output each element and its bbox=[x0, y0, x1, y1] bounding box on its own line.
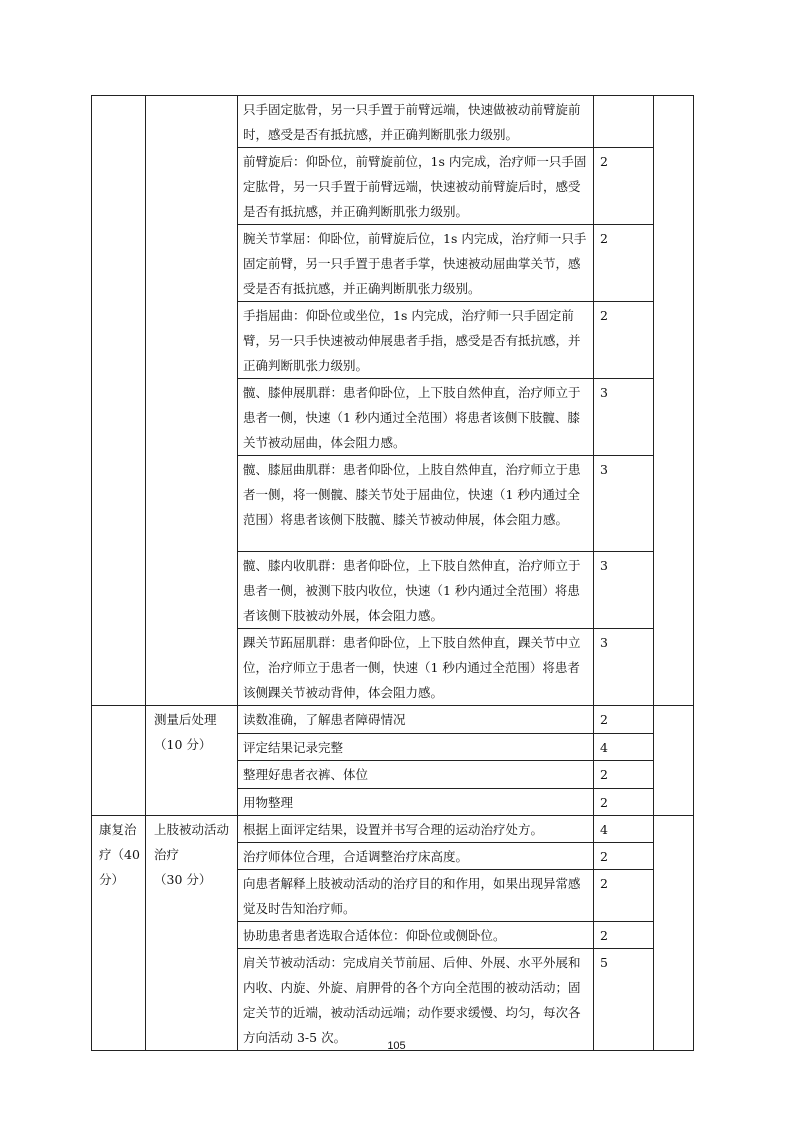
item-cell bbox=[146, 706, 238, 816]
criterion-cell: 只手固定肱骨，另一只手置于前臂远端，快速做被动前臂旋前时，感受是否有抵抗感，并正确判断肌张力级别。 bbox=[238, 96, 594, 148]
criterion-cell: 踝关节跖屈肌群：患者仰卧位，上下肢自然伸直，踝关节中立位，治疗师立于患者一侧，快速（1 秒内通过全范围）将患者该侧踝关节被动背伸，体会阻力感。 bbox=[238, 629, 594, 706]
item-label: 上肢被动活动治疗 bbox=[154, 822, 230, 862]
criterion-cell: 根据上面评定结果，设置并书写合理的运动治疗处方。 bbox=[238, 816, 594, 843]
remark-cell bbox=[654, 96, 694, 706]
item-points: （10 分） bbox=[154, 737, 212, 752]
criterion-cell: 评定结果记录完整 bbox=[238, 734, 594, 761]
criterion-cell: 读数准确，了解患者障碍情况 bbox=[238, 706, 594, 734]
remark-cell bbox=[654, 816, 694, 1051]
table-row bbox=[92, 96, 694, 148]
criterion-cell: 手指屈曲：仰卧位或坐位，1s 内完成，治疗师一只手固定前臂，另一只手快速被动伸展患者手指，感受是否有抵抗感，并正确判断肌张力级别。 bbox=[238, 302, 594, 379]
criterion-cell: 向患者解释上肢被动活动的治疗目的和作用，如果出现异常感觉及时告知治疗师。 bbox=[238, 870, 594, 922]
item-cell bbox=[146, 96, 238, 706]
item-points: （30 分） bbox=[154, 872, 212, 887]
criterion-cell: 整理好患者衣裤、体位 bbox=[238, 761, 594, 789]
item-cell bbox=[146, 816, 238, 1051]
score-cell: 2 bbox=[594, 761, 654, 789]
criterion-cell: 腕关节掌屈：仰卧位，前臂旋后位，1s 内完成，治疗师一只手固定前臂，另一只手置于患者手掌，快速被动屈曲掌关节，感受是否有抵抗感，并正确判断肌张力级别。 bbox=[238, 225, 594, 302]
table-row bbox=[92, 816, 694, 843]
criterion-cell: 肩关节被动活动：完成肩关节前屈、后伸、外展、水平外展和内收、内旋、外旋、肩胛骨的各个方向全范围的被动活动；固定关节的近端，被动活动远端；动作要求缓慢、均匀，每次各方向活动 3-5 次。 bbox=[238, 949, 594, 1051]
criterion-cell: 用物整理 bbox=[238, 789, 594, 816]
criterion-cell: 治疗师体位合理，合适调整治疗床高度。 bbox=[238, 843, 594, 870]
score-cell: 5 bbox=[594, 949, 654, 1051]
score-cell bbox=[594, 96, 654, 148]
score-cell: 3 bbox=[594, 456, 654, 552]
category-cell: 康复治疗（40分） bbox=[92, 816, 146, 1051]
page-number: 105 bbox=[387, 1040, 406, 1052]
score-cell: 3 bbox=[594, 629, 654, 706]
criterion-cell: 髋、膝内收肌群：患者仰卧位，上下肢自然伸直，治疗师立于患者一侧，被测下肢内收位，快速（1 秒内通过全范围）将患者该侧下肢被动外展，体会阻力感。 bbox=[238, 552, 594, 629]
category-cell bbox=[92, 706, 146, 816]
score-cell: 2 bbox=[594, 706, 654, 734]
category-cell bbox=[92, 96, 146, 706]
criterion-cell: 协助患者患者选取合适体位：仰卧位或侧卧位。 bbox=[238, 922, 594, 949]
score-cell: 2 bbox=[594, 148, 654, 225]
score-cell: 3 bbox=[594, 552, 654, 629]
criterion-cell: 髋、膝屈曲肌群：患者仰卧位，上肢自然伸直，治疗师立于患者一侧，将一侧髋、膝关节处于屈曲位，快速（1 秒内通过全范围）将患者该侧下肢髋、膝关节被动伸展，体会阻力感。 bbox=[238, 456, 594, 552]
remark-cell bbox=[654, 706, 694, 816]
score-cell: 2 bbox=[594, 922, 654, 949]
scoring-table bbox=[91, 95, 694, 1051]
criterion-cell: 前臂旋后：仰卧位，前臂旋前位，1s 内完成，治疗师一只手固定肱骨，另一只手置于前臂远端，快速被动前臂旋后时，感受是否有抵抗感，并正确判断肌张力级别。 bbox=[238, 148, 594, 225]
item-label: 测量后处理 bbox=[154, 712, 217, 727]
score-cell: 3 bbox=[594, 379, 654, 456]
score-cell: 2 bbox=[594, 302, 654, 379]
criterion-cell: 髋、膝伸展肌群：患者仰卧位，上下肢自然伸直，治疗师立于患者一侧，快速（1 秒内通过全范围）将患者该侧下肢髋、膝关节被动屈曲，体会阻力感。 bbox=[238, 379, 594, 456]
score-cell: 4 bbox=[594, 734, 654, 761]
score-cell: 2 bbox=[594, 870, 654, 922]
table-row bbox=[92, 706, 694, 734]
score-cell: 2 bbox=[594, 225, 654, 302]
score-cell: 4 bbox=[594, 816, 654, 843]
score-cell: 2 bbox=[594, 789, 654, 816]
score-cell: 2 bbox=[594, 843, 654, 870]
